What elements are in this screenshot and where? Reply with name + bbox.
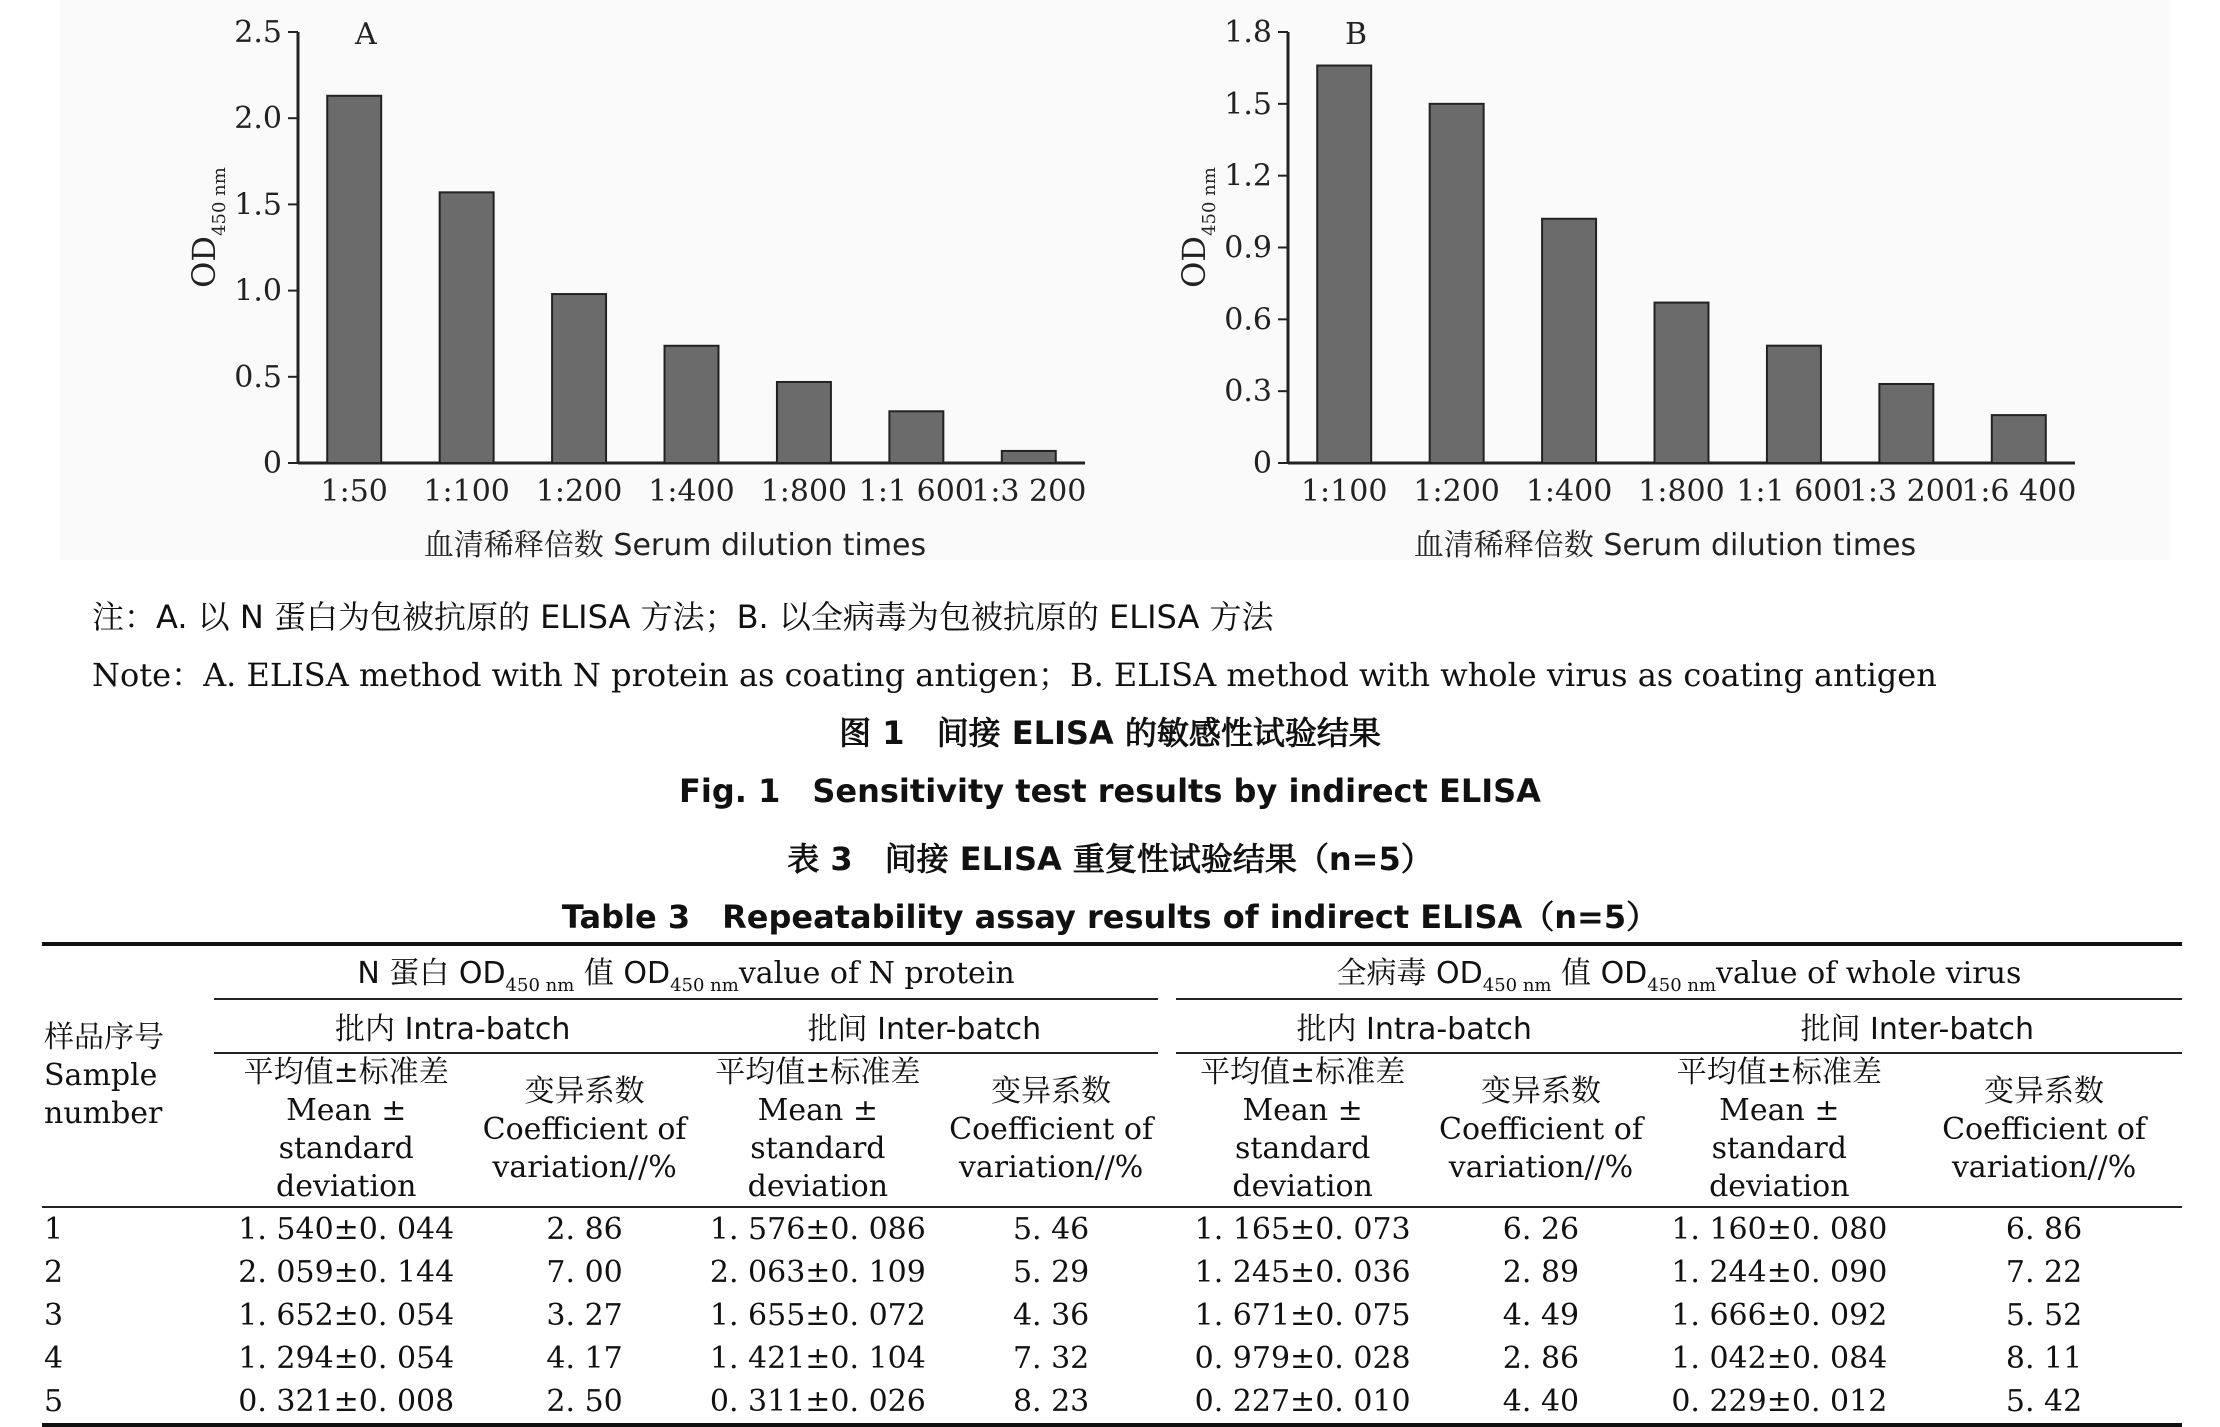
group1-sub1: 450 nm xyxy=(505,975,575,996)
group1-sub2: 450 nm xyxy=(670,975,739,996)
value-cell: 4. 49 xyxy=(1502,1298,1580,1333)
sample-header-en1: Sample xyxy=(44,1058,158,1093)
table-body xyxy=(42,1207,2182,1425)
bar xyxy=(440,192,494,463)
n-intra-mean-header xyxy=(214,1053,478,1207)
value-cell: 4. 40 xyxy=(1429,1380,1652,1425)
bar xyxy=(1767,346,1821,463)
y-tick-label: 2.5 xyxy=(234,15,282,50)
cv-en2: variation//% xyxy=(492,1150,677,1185)
group2-mid: 值 OD xyxy=(1551,956,1648,991)
bar xyxy=(1002,451,1056,463)
sample-header xyxy=(42,944,214,1207)
n-intra-cv-header xyxy=(478,1053,691,1207)
cv-en2: variation//% xyxy=(958,1150,1144,1185)
gap-cell xyxy=(1158,1380,1176,1425)
value-cell: 7. 22 xyxy=(2005,1255,2083,1290)
value-cell: 0. 979±0. 028 xyxy=(1194,1341,1411,1376)
y-tick-label: 1.5 xyxy=(1224,86,1272,122)
gap-cell xyxy=(1158,1251,1176,1294)
figure-note-en: Note：A. ELISA method with N protein as coating antigen；B. ELISA method with whole virus as coating antigen xyxy=(92,656,1937,694)
table-row xyxy=(42,1337,2182,1380)
v-intra-mean-header xyxy=(1176,1053,1430,1207)
table-row xyxy=(42,1251,2182,1294)
panel-label: A xyxy=(355,17,377,52)
y-axis-label-main: OD xyxy=(1175,235,1213,288)
x-axis-label: 血清稀释倍数 Serum dilution times xyxy=(423,528,927,560)
mean-en1: Mean ± standard xyxy=(1234,1093,1371,1166)
v-intra-cv-header xyxy=(1429,1053,1652,1207)
group-n-protein-header xyxy=(214,944,1157,999)
mean-cn: 平均值±标准差 xyxy=(1676,1055,1882,1090)
v-inter-header: 批间 Inter-batch xyxy=(1653,999,2182,1053)
value-cell: 4. 36 xyxy=(1012,1298,1090,1333)
table-row xyxy=(42,1294,2182,1337)
cv-en2: variation//% xyxy=(1448,1150,1634,1185)
cv-en2: variation//% xyxy=(1951,1150,2137,1185)
y-tick-label: 0.6 xyxy=(1224,302,1272,338)
n-intra-header: 批内 Intra-batch xyxy=(214,999,691,1053)
value-cell: 1. 655±0. 072 xyxy=(709,1298,926,1333)
value-cell: 1. 576±0. 086 xyxy=(709,1212,926,1247)
x-tick-label: 1:100 xyxy=(423,474,510,509)
x-tick-label: 1:800 xyxy=(1638,474,1725,509)
value-cell: 2. 89 xyxy=(1502,1255,1580,1290)
mean-en1: Mean ± standard xyxy=(278,1093,414,1166)
group1-mid: 值 OD xyxy=(574,956,671,991)
sample-number-cell: 3 xyxy=(44,1297,64,1333)
y-tick-label: 1.2 xyxy=(1224,158,1272,194)
n-inter-cv-header xyxy=(945,1053,1158,1207)
value-cell: 1. 042±0. 084 xyxy=(1671,1341,1888,1376)
bar xyxy=(665,346,719,463)
x-tick-label: 1:400 xyxy=(648,474,735,509)
value-cell: 0. 229±0. 012 xyxy=(1653,1380,1907,1425)
x-tick-label: 1:6 400 xyxy=(1961,474,2077,509)
sample-number-cell: 1 xyxy=(44,1211,64,1247)
header-gap xyxy=(1158,944,1176,999)
x-tick-label: 1:50 xyxy=(320,474,388,509)
value-cell: 3. 27 xyxy=(546,1298,623,1333)
group2-sub2: 450 nm xyxy=(1647,975,1717,996)
gap-cell xyxy=(1158,1294,1176,1337)
n-inter-mean-header xyxy=(691,1053,945,1207)
cv-en1: Coefficient of xyxy=(482,1112,687,1147)
table-row xyxy=(42,1380,2182,1425)
mean-en2: deviation xyxy=(1709,1169,1850,1204)
group1-post: value of N protein xyxy=(738,956,1015,991)
group2-post: value of whole virus xyxy=(1716,956,2022,991)
value-cell: 6. 86 xyxy=(2005,1212,2083,1247)
bar xyxy=(1317,66,1371,463)
value-cell: 5. 42 xyxy=(1906,1380,2182,1425)
table-title-en: Table 3 Repeatability assay results of indirect ELISA（n=5） xyxy=(561,898,1659,936)
mean-en2: deviation xyxy=(1232,1169,1373,1204)
value-cell: 4. 17 xyxy=(546,1341,623,1376)
mean-cn: 平均值±标准差 xyxy=(1200,1055,1406,1090)
mean-cn: 平均值±标准差 xyxy=(715,1055,921,1090)
value-cell: 5. 29 xyxy=(1012,1255,1090,1290)
value-cell: 1. 421±0. 104 xyxy=(709,1341,926,1376)
x-tick-label: 1:1 600 xyxy=(858,474,974,509)
value-cell: 8. 23 xyxy=(945,1380,1158,1425)
x-tick-label: 1:200 xyxy=(1413,474,1500,509)
bar xyxy=(777,382,831,463)
mean-en2: deviation xyxy=(747,1169,889,1204)
value-cell: 7. 00 xyxy=(546,1255,623,1290)
value-cell: 2. 86 xyxy=(1502,1341,1580,1376)
v-inter-mean-header xyxy=(1653,1053,1907,1207)
x-tick-label: 1:200 xyxy=(535,474,623,509)
bar xyxy=(1879,384,1933,463)
value-cell: 1. 652±0. 054 xyxy=(238,1298,455,1333)
y-tick-label: 1.5 xyxy=(234,187,282,223)
y-tick-label: 2.0 xyxy=(234,101,282,137)
value-cell: 5. 46 xyxy=(1012,1212,1090,1247)
value-cell: 1. 666±0. 092 xyxy=(1671,1298,1888,1333)
x-tick-label: 1:100 xyxy=(1300,474,1388,509)
sensitivity-charts xyxy=(0,0,2220,560)
table-title-cn: 表 3 间接 ELISA 重复性试验结果（n=5） xyxy=(787,840,1433,878)
mean-en1: Mean ± standard xyxy=(1711,1093,1847,1166)
value-cell: 1. 245±0. 036 xyxy=(1194,1255,1411,1290)
cv-cn: 变异系数 xyxy=(1480,1074,1601,1109)
x-axis-label: 血清稀释倍数 Serum dilution times xyxy=(1413,528,1917,560)
y-axis-label-sub: 450 nm xyxy=(209,167,230,236)
table-row xyxy=(42,1207,2182,1251)
value-cell: 2. 063±0. 109 xyxy=(709,1255,926,1290)
x-tick-label: 1:400 xyxy=(1525,474,1613,509)
y-tick-label: 1.8 xyxy=(1224,15,1272,50)
x-tick-label: 1:1 600 xyxy=(1736,474,1852,509)
bar xyxy=(1655,303,1709,463)
group1-pre: N 蛋白 OD xyxy=(357,956,506,991)
cv-en1: Coefficient of xyxy=(949,1112,1154,1147)
x-tick-label: 1:3 200 xyxy=(971,474,1087,509)
bar xyxy=(327,96,381,463)
gap-cell xyxy=(1158,1337,1176,1380)
mean-en1: Mean ± standard xyxy=(750,1093,886,1166)
x-tick-label: 1:800 xyxy=(760,474,848,509)
value-cell: 1. 671±0. 075 xyxy=(1194,1298,1411,1333)
group2-pre: 全病毒 OD xyxy=(1336,956,1483,991)
value-cell: 2. 059±0. 144 xyxy=(238,1255,455,1290)
y-tick-label: 0.5 xyxy=(234,359,282,395)
n-inter-header: 批间 Inter-batch xyxy=(691,999,1158,1053)
value-cell: 0. 311±0. 026 xyxy=(691,1380,945,1425)
cv-en1: Coefficient of xyxy=(1942,1112,2146,1147)
value-cell: 1. 165±0. 073 xyxy=(1194,1212,1411,1247)
figure-caption-en: Fig. 1 Sensitivity test results by indirect ELISA xyxy=(679,772,1541,810)
sample-header-cn: 样品序号 xyxy=(44,1020,164,1055)
cv-cn: 变异系数 xyxy=(524,1074,645,1109)
y-axis-label-main: OD xyxy=(185,235,223,288)
value-cell: 5. 52 xyxy=(2005,1298,2083,1333)
bar xyxy=(889,411,943,463)
figure-note-cn: 注：A. 以 N 蛋白为包被抗原的 ELISA 方法；B. 以全病毒为包被抗原的 ELISA 方法 xyxy=(92,598,1274,636)
y-tick-label: 0 xyxy=(262,446,282,481)
value-cell: 2. 50 xyxy=(478,1380,691,1425)
value-cell: 1. 244±0. 090 xyxy=(1671,1255,1888,1290)
cv-cn: 变异系数 xyxy=(991,1074,1112,1109)
y-tick-label: 0 xyxy=(1252,446,1272,481)
cv-cn: 变异系数 xyxy=(1984,1074,2105,1109)
mean-en2: deviation xyxy=(276,1169,417,1204)
group2-sub1: 450 nm xyxy=(1482,975,1552,996)
group-whole-virus-header xyxy=(1176,944,2182,999)
x-tick-label: 1:3 200 xyxy=(1848,474,1964,509)
mean-cn: 平均值±标准差 xyxy=(243,1055,449,1090)
value-cell: 1. 160±0. 080 xyxy=(1671,1212,1888,1247)
sample-header-en2: number xyxy=(44,1096,163,1131)
value-cell: 2. 86 xyxy=(546,1212,623,1247)
y-tick-label: 0.9 xyxy=(1224,230,1272,266)
bar xyxy=(1542,219,1596,463)
bar xyxy=(1430,104,1484,463)
value-cell: 0. 321±0. 008 xyxy=(214,1380,478,1425)
sample-number-cell: 4 xyxy=(44,1340,64,1376)
sample-number-cell: 5 xyxy=(42,1380,214,1425)
value-cell: 0. 227±0. 010 xyxy=(1176,1380,1430,1425)
value-cell: 7. 32 xyxy=(1012,1341,1090,1376)
v-intra-header: 批内 Intra-batch xyxy=(1176,999,1653,1053)
y-tick-label: 1.0 xyxy=(234,273,282,309)
sample-number-cell: 2 xyxy=(44,1254,64,1290)
bar xyxy=(552,294,606,463)
v-inter-cv-header xyxy=(1906,1053,2182,1207)
gap-cell xyxy=(1158,1207,1176,1251)
repeatability-table xyxy=(42,942,2182,1427)
value-cell: 1. 540±0. 044 xyxy=(238,1212,455,1247)
panel-label: B xyxy=(1345,17,1368,52)
value-cell: 6. 26 xyxy=(1502,1212,1580,1247)
y-axis-label-sub: 450 nm xyxy=(1199,167,1220,236)
value-cell: 8. 11 xyxy=(2005,1341,2083,1376)
figure-caption-cn: 图 1 间接 ELISA 的敏感性试验结果 xyxy=(839,714,1381,752)
y-tick-label: 0.3 xyxy=(1224,374,1272,410)
value-cell: 1. 294±0. 054 xyxy=(238,1341,455,1376)
bar xyxy=(1992,415,2046,463)
cv-en1: Coefficient of xyxy=(1439,1112,1643,1147)
